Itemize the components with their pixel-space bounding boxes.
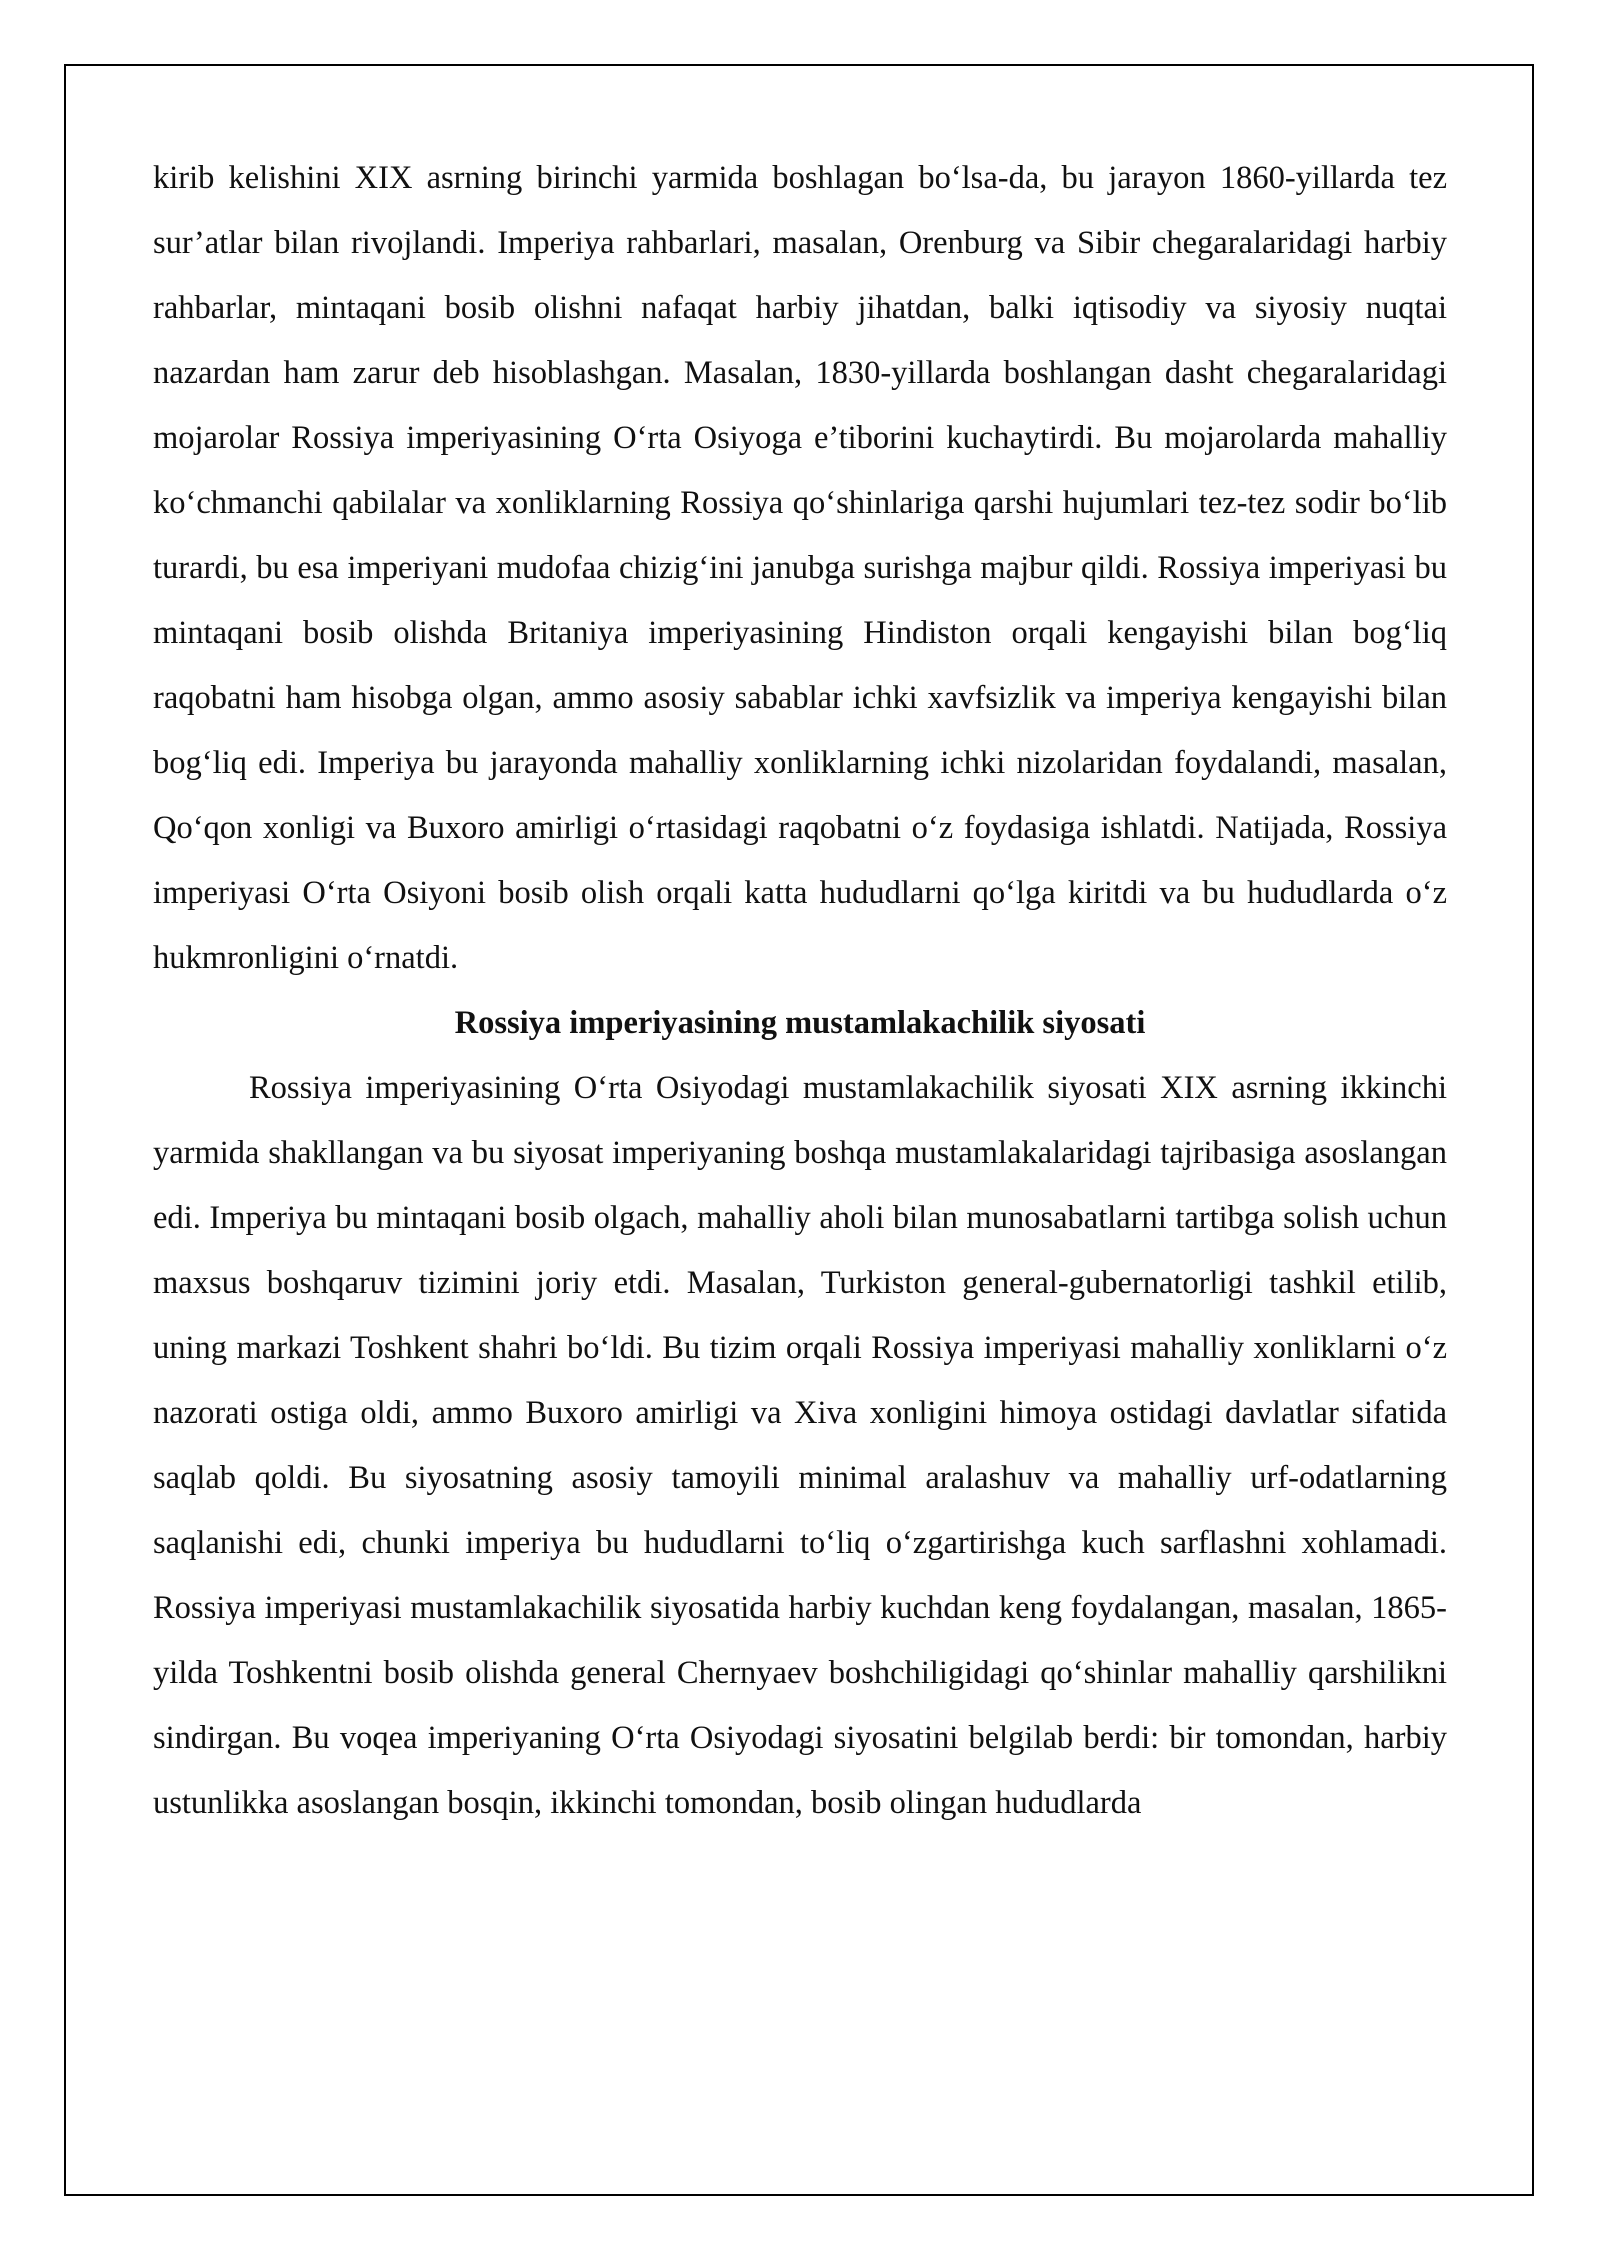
paragraph-1: kirib kelishini XIX asrning birinchi yarmida boshlagan bo‘lsa-da, bu jarayon 1860-yillarda tez sur’atlar bilan rivojlandi. Imperiya rahbarlari, masalan, Orenburg va Sibir chegaralaridagi harbiy rahbarlar, mintaqani bosib olishni nafaqat harbiy jihatdan, balki iqtisodiy va siyosiy nuqtai nazardan ham zarur deb hisoblashgan. Masalan, 1830-yillarda boshlangan dasht chegaralaridagi mojarolar Rossiya imperiyasining O‘rta Osiyoga e’tiborini kuchaytirdi. Bu mojarolarda mahalliy ko‘chmanchi qabilalar va xonliklarning Rossiya qo‘shinlariga qarshi hujumlari tez-tez sodir bo‘lib turardi, bu esa imperiyani mudofaa chizig‘ini janubga surishga majbur qildi. Rossiya imperiyasi bu mintaqani bosib olishda Britaniya imperiyasining Hindiston orqali kengayishi bilan bog‘liq raqobatni ham hisobga olgan, ammo asosiy sabablar ichki xavfsizlik va imperiya kengayishi bilan bog‘liq edi. Imperiya bu jarayonda mahalliy xonliklarning ichki nizolaridan foydalandi, masalan, Qo‘qon xonligi va Buxoro amirligi o‘rtasidagi raqobatni o‘z foydasiga ishlatdi. Natijada, Rossiya imperiyasi O‘rta Osiyoni bosib olish orqali katta hududlarni qo‘lga kiritdi va bu hududlarda o‘z hukmronligini o‘rnatdi.	[153, 160, 1447, 976]
paragraph-2: Rossiya imperiyasining O‘rta Osiyodagi mustamlakachilik siyosati XIX asrning ikkinchi yarmida shakllangan va bu siyosat imperiyaning boshqa mustamlakalaridagi tajribasiga asoslangan edi. Imperiya bu mintaqani bosib olgach, mahalliy aholi bilan munosabatlarni tartibga solish uchun maxsus boshqaruv tizimini joriy etdi. Masalan, Turkiston general-gubernatorligi tashkil etilib, uning markazi Toshkent shahri bo‘ldi. Bu tizim orqali Rossiya imperiyasi mahalliy xonliklarni o‘z nazorati ostiga oldi, ammo Buxoro amirligi va Xiva xonligini himoya ostidagi davlatlar sifatida saqlab qoldi. Bu siyosatning asosiy tamoyili minimal aralashuv va mahalliy urf-odatlarning saqlanishi edi, chunki imperiya bu hududlarni to‘liq o‘zgartirishga kuch sarflashni xohlamadi. Rossiya imperiyasi mustamlakachilik siyosatida harbiy kuchdan keng foydalangan, masalan, 1865-yilda Toshkentni bosib olishda general Chernyaev boshchiligidagi qo‘shinlar mahalliy qarshilikni sindirgan. Bu voqea imperiyaning O‘rta Osiyodagi siyosatini belgilab berdi: bir tomondan, harbiy ustunlikka asoslangan bosqin, ikkinchi tomondan, bosib olingan hududlarda	[153, 1070, 1447, 1821]
section-heading: Rossiya imperiyasining mustamlakachilik siyosati	[454, 1005, 1146, 1041]
document-body	[153, 146, 1447, 1836]
